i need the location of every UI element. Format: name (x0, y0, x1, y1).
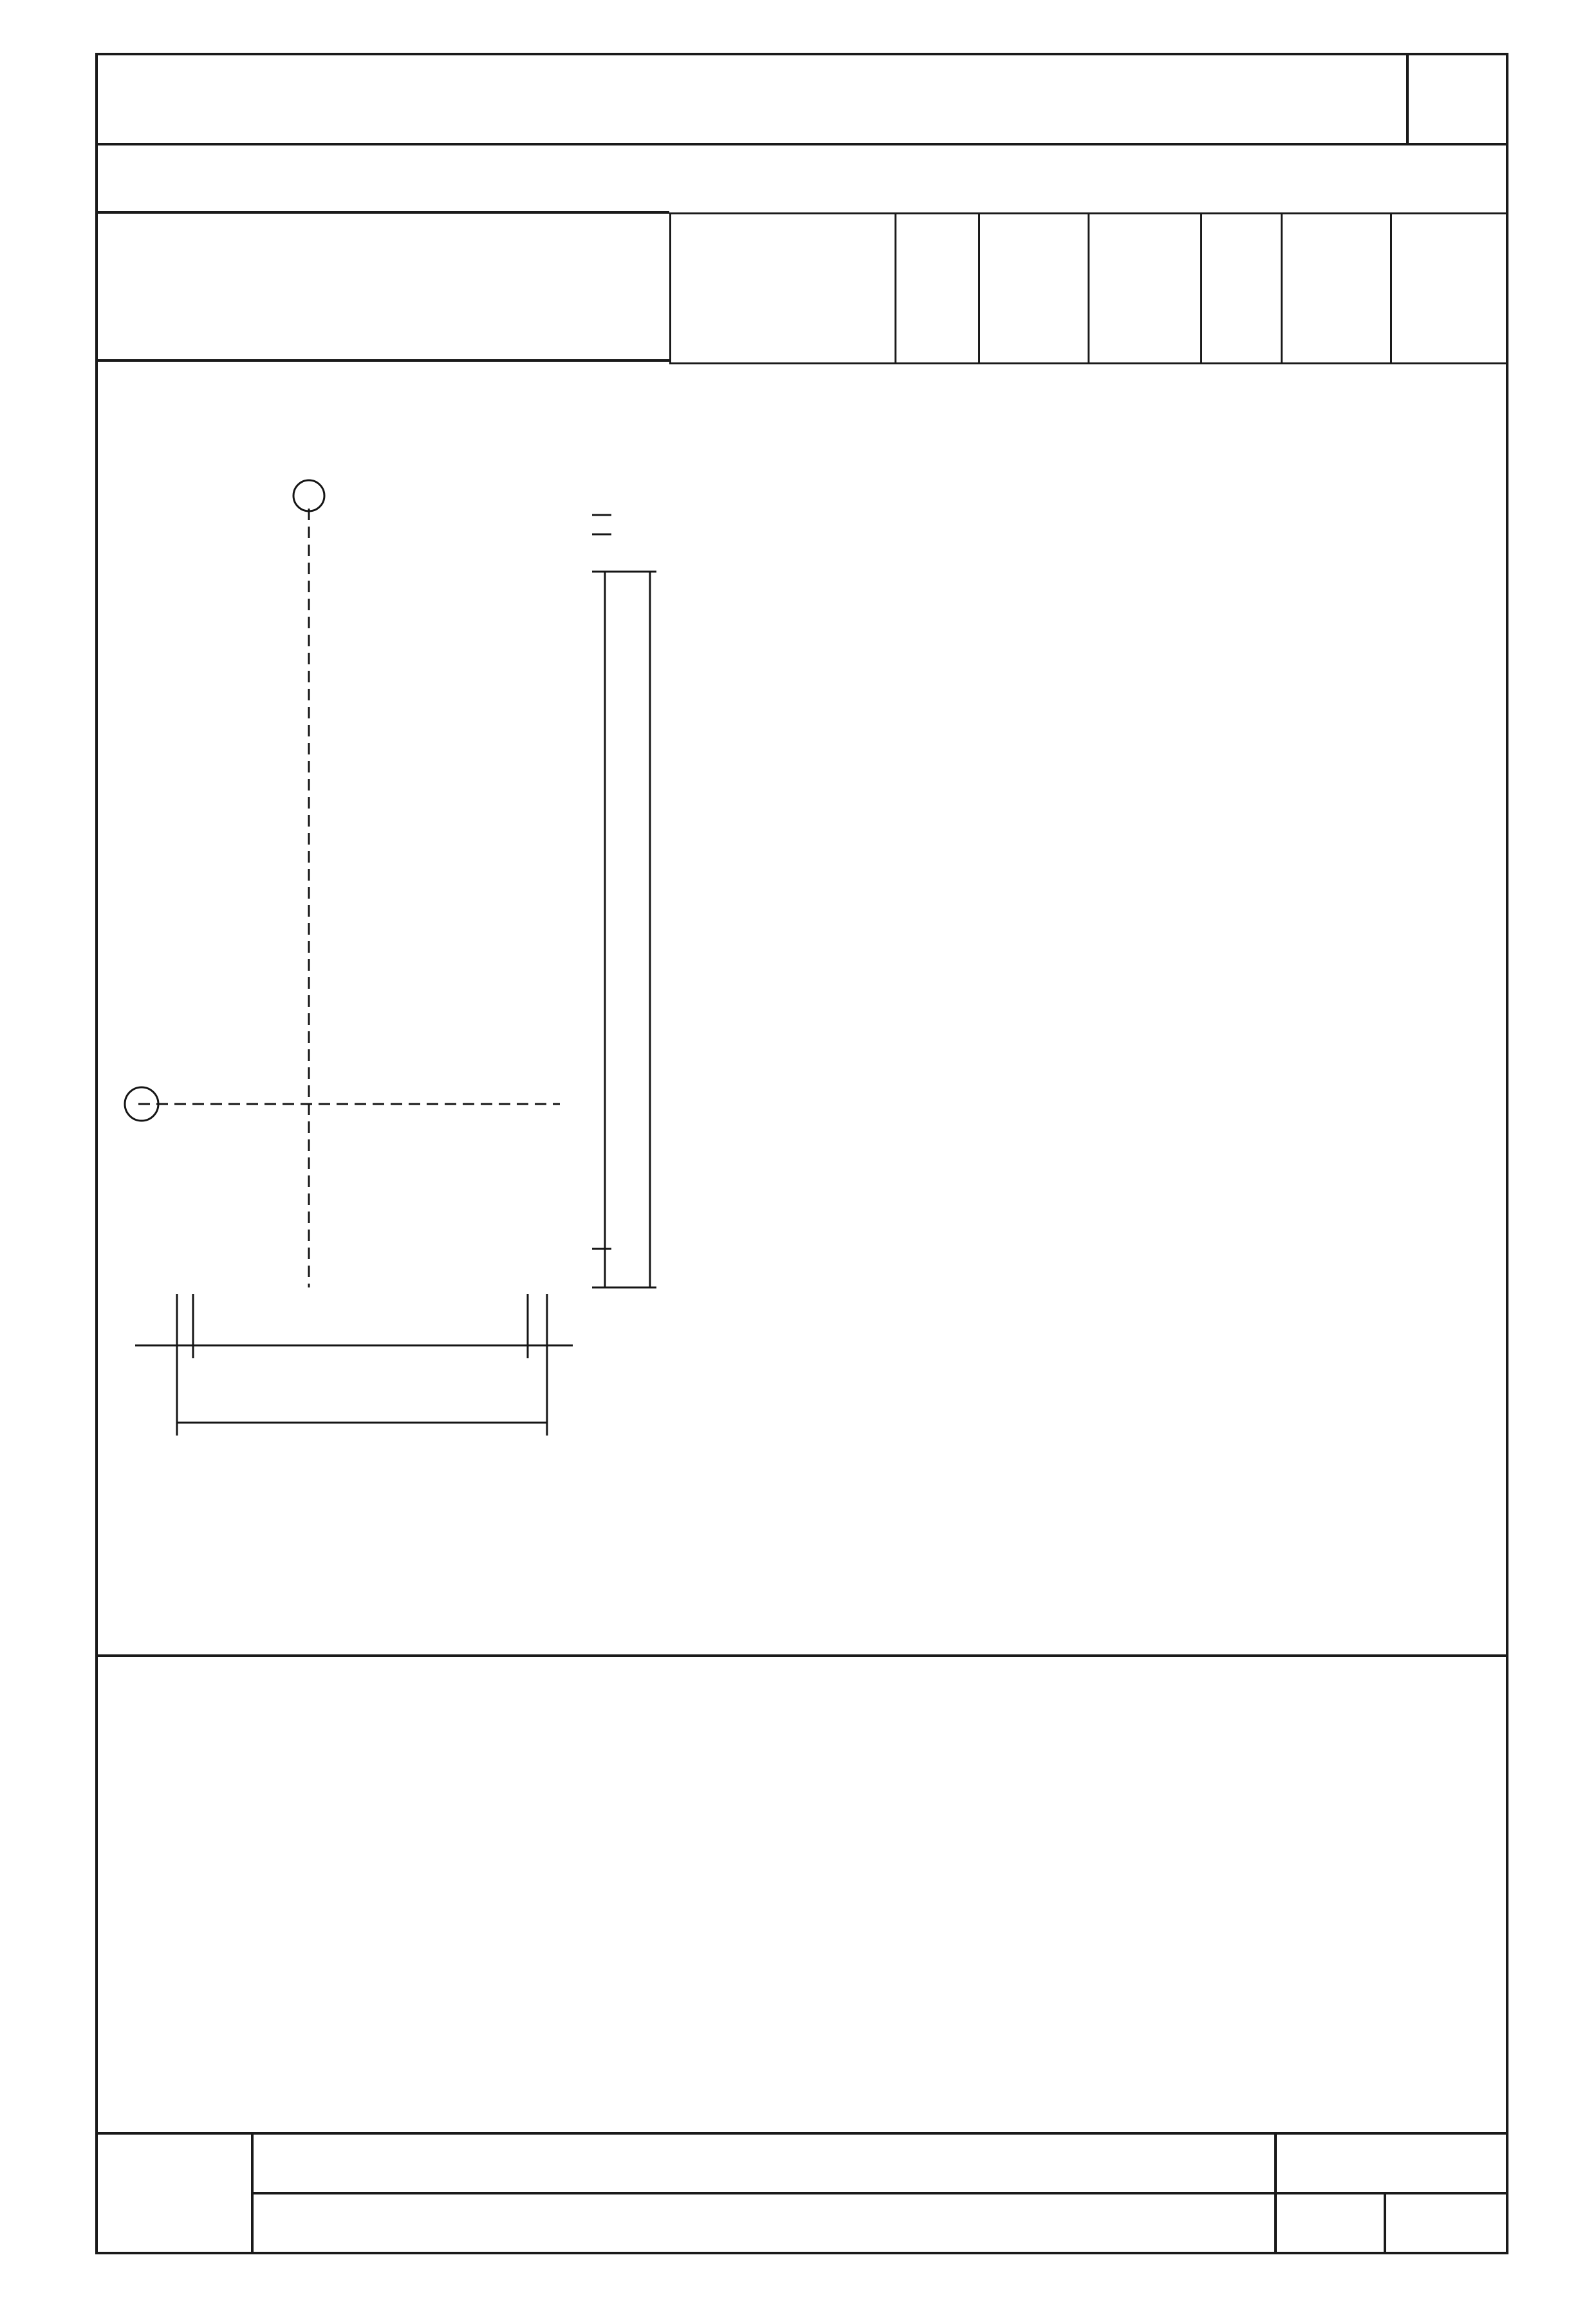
col-mark (671, 214, 896, 364)
col-pos (896, 214, 979, 364)
mesh-sketch (97, 476, 669, 1468)
dimension-lines (125, 480, 656, 1436)
spec-header-row (671, 214, 1507, 364)
spec-table (669, 212, 1508, 364)
titleblock-logo-divider (251, 2132, 254, 2254)
col-diam (979, 214, 1089, 364)
sketch-bottom-line (95, 1654, 1508, 1657)
sketch-header (97, 212, 669, 360)
titleblock-top-line (95, 2132, 1508, 2135)
col-count (1202, 214, 1282, 364)
sketch-header-bottom-line (95, 359, 669, 362)
col-mass (1391, 214, 1507, 364)
titleblock-mid-line (251, 2192, 1508, 2194)
col-total-length (1282, 214, 1391, 364)
sketch-header-top-line (95, 211, 669, 214)
sheet-number-divider (1406, 53, 1409, 143)
titleblock-code-divider (1274, 2132, 1277, 2254)
col-length (1089, 214, 1202, 364)
top-strip-line (95, 143, 1508, 145)
titleblock-sheet-divider (1384, 2192, 1386, 2254)
